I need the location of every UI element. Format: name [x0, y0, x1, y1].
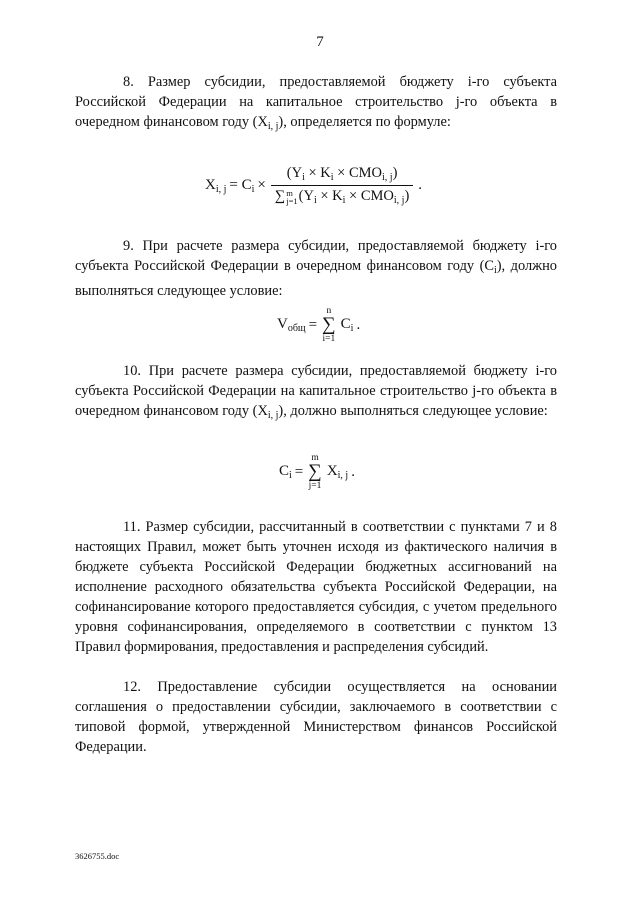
- formula-subsidy-sum: [279, 453, 355, 491]
- formula-2-term: $C_i$: [340, 316, 354, 334]
- paragraph-10-text: 10. При расчете размера субсидии, предоставляемой бюджету i-го субъекта Российской Федерации на капитальное строительство j-го объекта в очередном финансовом году (X: [75, 363, 557, 419]
- formula-3-eq: =: [294, 463, 304, 480]
- paragraph-9-text: 9. При расчете размера субсидии, предоставляемой бюджету i-го субъекта Российской Федерации в очередном финансовом году (C: [75, 238, 557, 274]
- paragraph-9: [75, 236, 557, 301]
- formula-1-fraction: [271, 165, 413, 206]
- formula-1-lhs: $X_{i, j}$: [205, 176, 227, 195]
- formula-1-coef: = $C_i$: [229, 176, 255, 195]
- formula-1-period: .: [418, 177, 423, 193]
- formula-2-eq: =: [308, 316, 318, 333]
- formula-total-volume: [277, 306, 360, 344]
- formula-2-sum: n ∑ i=1: [322, 306, 336, 344]
- paragraph-8: [75, 72, 557, 137]
- paragraph-8-text: 8. Размер субсидии, предоставляемой бюджету i-го субъекта Российской Федерации на капитальное строительство j-го объекта в очередном финансовом году (X: [75, 74, 557, 130]
- formula-subsidy-object: [205, 165, 422, 206]
- paragraph-9-end: ), должно выполняться следующее условие:: [75, 258, 557, 299]
- formula-2-period: .: [356, 316, 361, 333]
- formula-2-lhs: $V_{общ}$: [277, 316, 306, 334]
- paragraph-8-end: ), определяется по формуле:: [278, 114, 451, 130]
- formula-1-numerator: $(Y_i \times K_i \times CMO_{i, j})$: [286, 165, 398, 183]
- paragraph-10: [75, 361, 557, 426]
- paragraph-10-subscript: i, j: [267, 410, 279, 421]
- formula-1-times: ×: [257, 177, 266, 193]
- paragraph-12: 12. Предоставление субсидии осуществляется на основании соглашения о предоставлении субсидии, заключаемого в соответствии с типовой формой, утвержденной Министерством финансов Российской Федерации.: [75, 679, 557, 755]
- formula-3-term: $X_{i, j}$: [326, 463, 349, 481]
- paragraph-11: 11. Размер субсидии, рассчитанный в соответствии с пунктами 7 и 8 настоящих Правил, может быть уточнен исходя из фактического наличия в бюджете субъекта Российской Федерации бюджетных ассигнований на исполнение расходного обязательства субъекта Российской Федерации, на софинансирование которого предоставляется субсидия, с учетом предельного уровня софинансирования, определяемого в соответствии с пунктом 13 Правил формирования, предоставления и распределения субсидий.: [75, 519, 557, 655]
- formula-1-denominator: ∑ m j=1 $(Y_i \times K_i \times CMO_{i, j})$: [271, 185, 413, 206]
- formula-3-lhs: $C_i$: [279, 463, 292, 481]
- paragraph-8-subscript: i, j: [267, 121, 279, 132]
- formula-3-period: .: [351, 463, 355, 480]
- page-number: 7: [316, 34, 324, 50]
- formula-3-sum: m ∑ j=1: [308, 453, 322, 491]
- paragraph-10-end: ), должно выполняться следующее условие:: [278, 403, 548, 419]
- paragraph-9-subscript: i: [493, 265, 497, 276]
- document-footer: 3626755.doc: [75, 851, 120, 861]
